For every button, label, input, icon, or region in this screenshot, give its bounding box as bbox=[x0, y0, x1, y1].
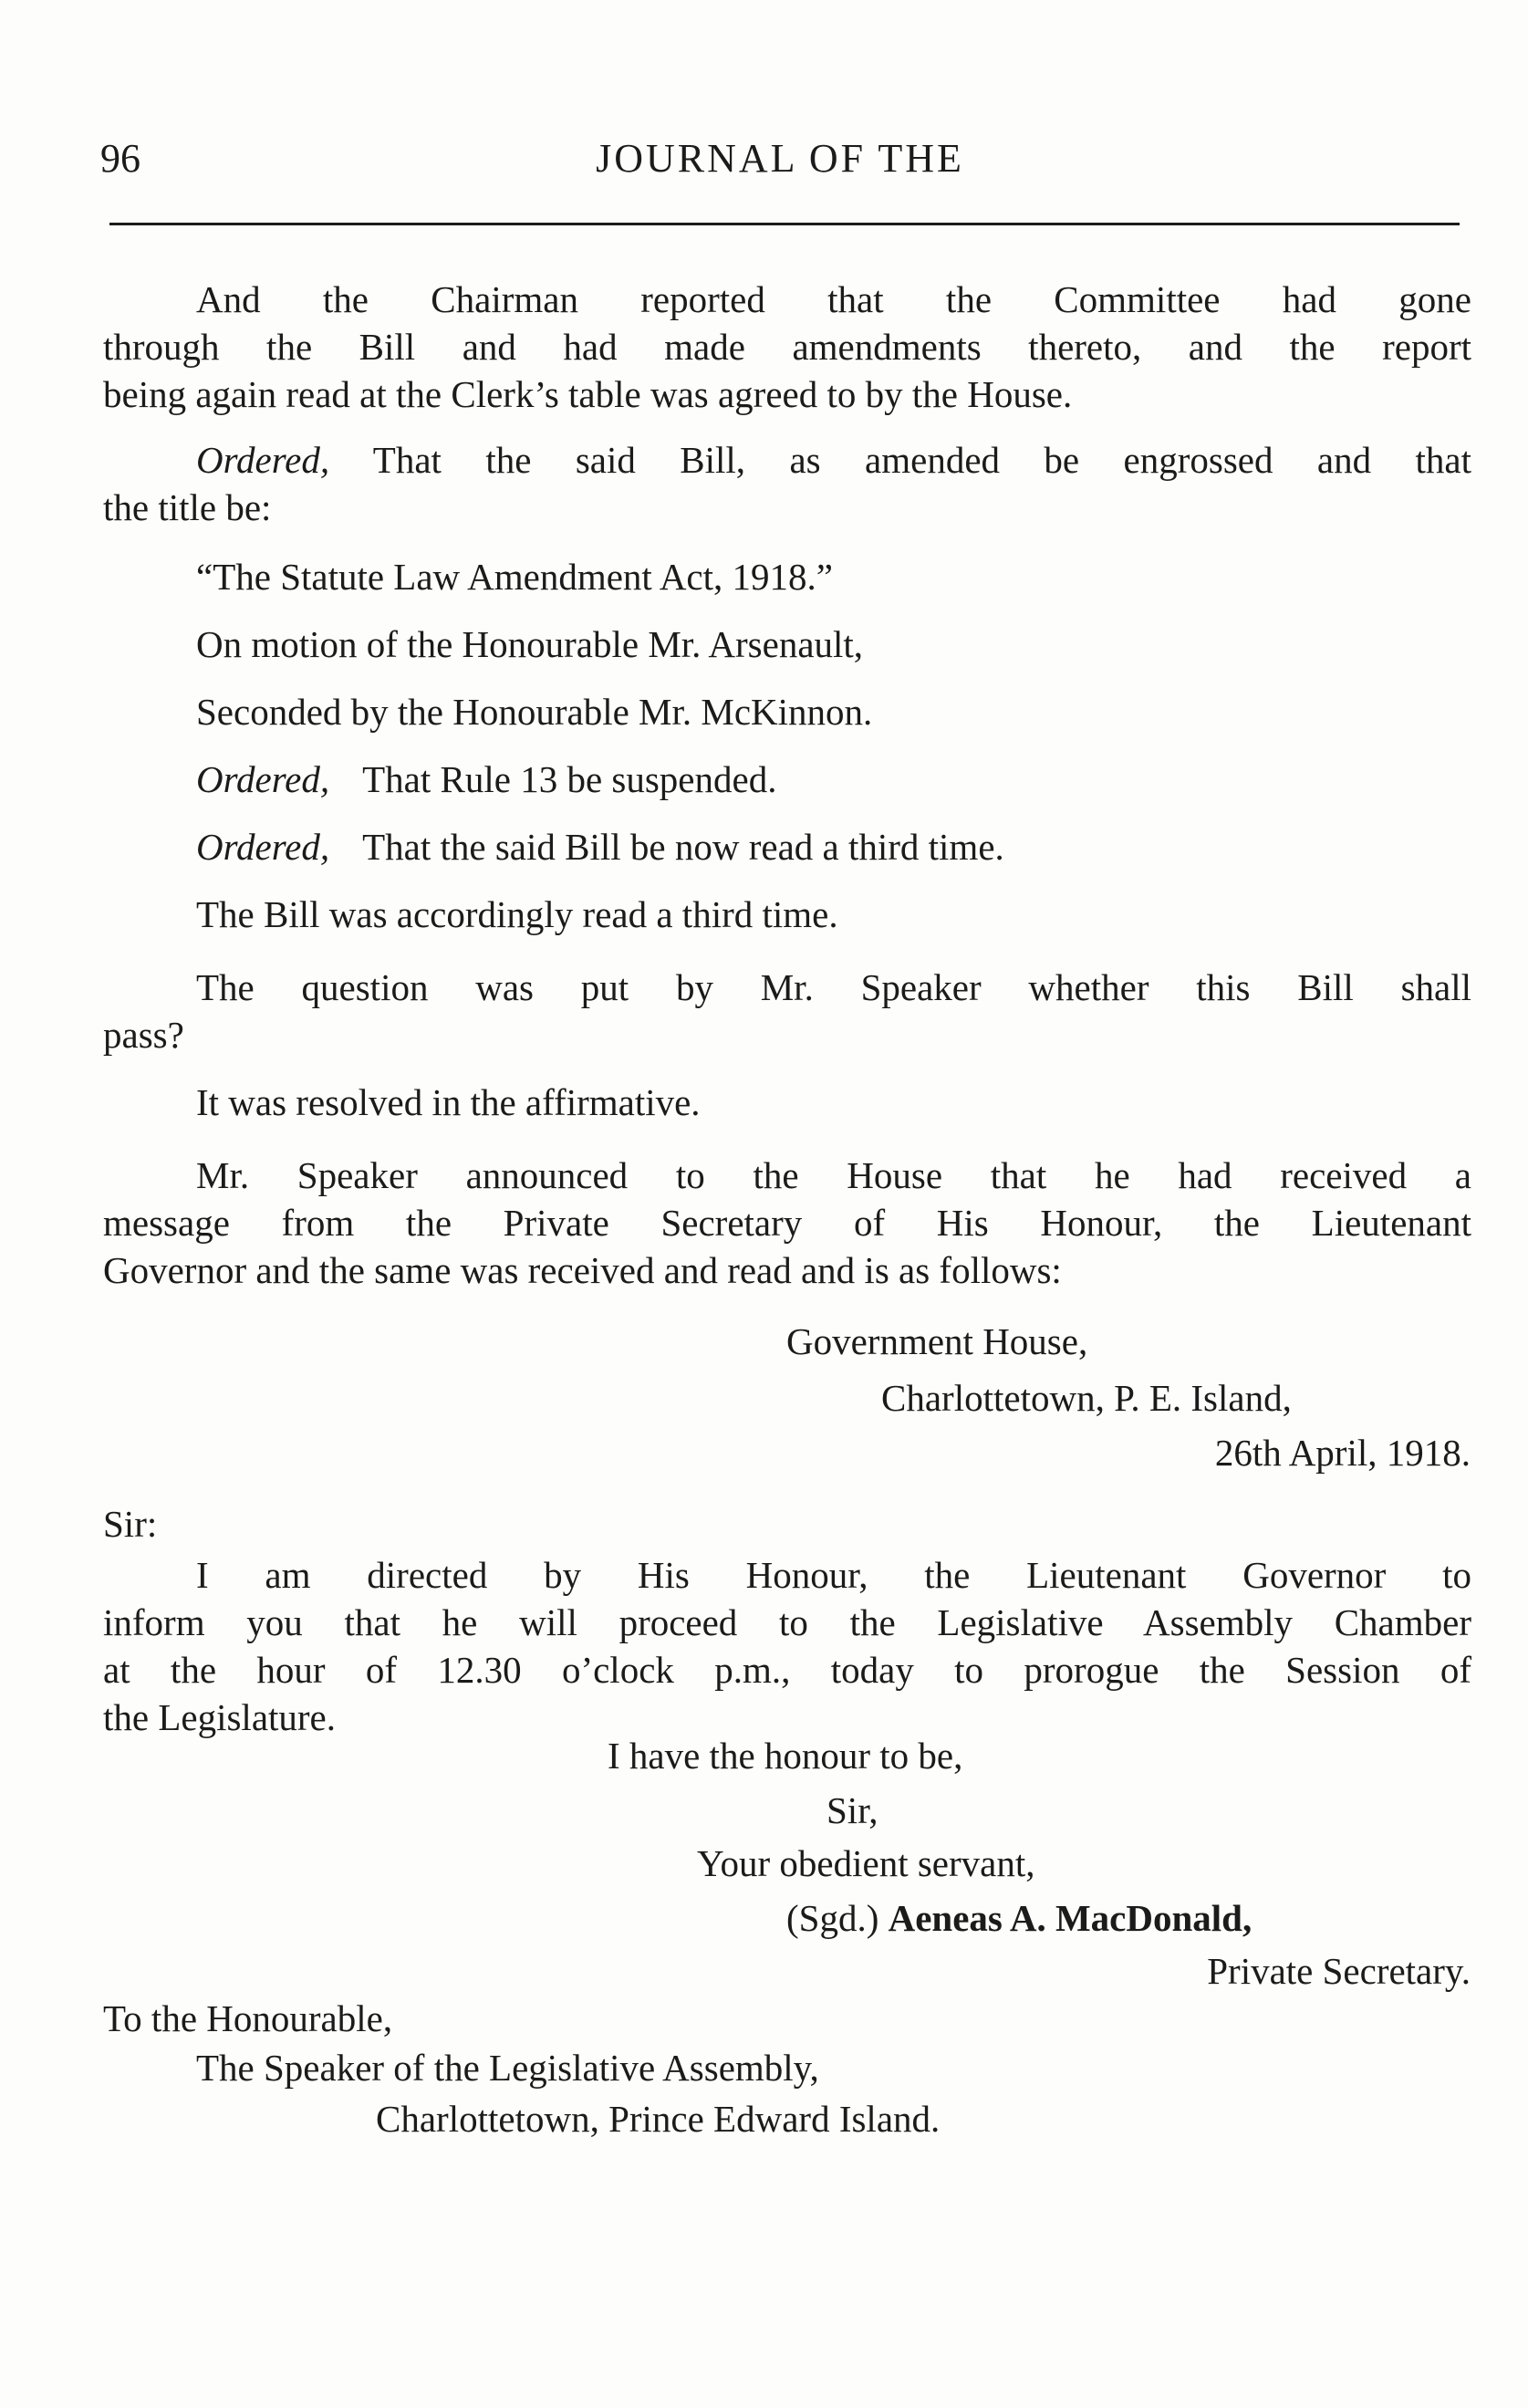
ordered-label: Ordered, bbox=[196, 758, 330, 800]
report-line-3: being again read at the Clerk’s table was agreed to by the House. bbox=[103, 373, 1073, 415]
signatory-name: Aeneas A. MacDonald, bbox=[888, 1897, 1253, 1939]
letter-address-line-1: Government House, bbox=[786, 1320, 1088, 1362]
third-reading: The Bill was accordingly read a third time. bbox=[196, 893, 838, 935]
order-third-text: That the said Bill be now read a third time. bbox=[362, 826, 1004, 868]
addressee-line-1: To the Honourable, bbox=[103, 1997, 393, 2039]
letter-closing-2: Sir, bbox=[826, 1789, 878, 1831]
engross-order-line-1 bbox=[196, 436, 1471, 484]
running-title: JOURNAL OF THE bbox=[596, 136, 964, 181]
announcement-line-3: Governor and the same was received and read and is as follows: bbox=[103, 1249, 1062, 1291]
letter-closing-3: Your obedient servant, bbox=[697, 1842, 1035, 1884]
ordered-label: Ordered, bbox=[196, 826, 330, 868]
letter-address-line-2: Charlottetown, P. E. Island, bbox=[881, 1377, 1292, 1419]
report-line-1: And the Chairman reported that the Committee had gone bbox=[196, 278, 1471, 320]
page-header bbox=[100, 135, 1460, 190]
order-rule-text: That Rule 13 be suspended. bbox=[362, 758, 777, 800]
motion-mover: On motion of the Honourable Mr. Arsenault, bbox=[196, 623, 864, 665]
signatory-title: Private Secretary. bbox=[1207, 1950, 1471, 1992]
letter-body-line-2: inform you that he will proceed to the Legislative Assembly Chamber bbox=[103, 1601, 1471, 1643]
addressee-line-3: Charlottetown, Prince Edward Island. bbox=[376, 2098, 941, 2140]
ordered-label: Ordered, bbox=[196, 439, 330, 481]
report-line-2: through the Bill and had made amendments thereto, and the report bbox=[103, 326, 1471, 368]
engross-order-text: That the said Bill, as amended be engrossed and that bbox=[372, 439, 1471, 481]
header-rule bbox=[109, 223, 1460, 225]
question-line-2: pass? bbox=[103, 1014, 184, 1056]
resolution: It was resolved in the affirmative. bbox=[196, 1081, 701, 1123]
announcement-line-2: message from the Private Secretary of His Honour, the Lieutenant bbox=[103, 1202, 1471, 1244]
letter-body-line-1: I am directed by His Honour, the Lieutenant Governor to bbox=[196, 1554, 1471, 1596]
bill-title: “The Statute Law Amendment Act, 1918.” bbox=[196, 556, 833, 598]
letter-closing-1: I have the honour to be, bbox=[608, 1735, 963, 1777]
letter-salutation: Sir: bbox=[103, 1503, 158, 1545]
order-rule-suspended bbox=[196, 756, 776, 803]
signed-prefix: (Sgd.) bbox=[786, 1897, 879, 1939]
motion-seconder: Seconded by the Honourable Mr. McKinnon. bbox=[196, 691, 873, 733]
addressee-line-2: The Speaker of the Legislative Assembly, bbox=[196, 2047, 819, 2089]
letter-signature bbox=[786, 1894, 1252, 1942]
announcement-line-1: Mr. Speaker announced to the House that he had received a bbox=[196, 1154, 1471, 1196]
letter-body-line-4: the Legislature. bbox=[103, 1696, 337, 1738]
page-number: 96 bbox=[100, 136, 140, 181]
engross-order-line-2: the title be: bbox=[103, 486, 272, 528]
order-third-reading bbox=[196, 823, 1004, 870]
letter-date: 26th April, 1918. bbox=[1214, 1432, 1471, 1474]
letter-body-line-3: at the hour of 12.30 o’clock p.m., today to prorogue the Session of bbox=[103, 1649, 1471, 1691]
question-line-1: The question was put by Mr. Speaker whether this Bill shall bbox=[196, 966, 1471, 1008]
